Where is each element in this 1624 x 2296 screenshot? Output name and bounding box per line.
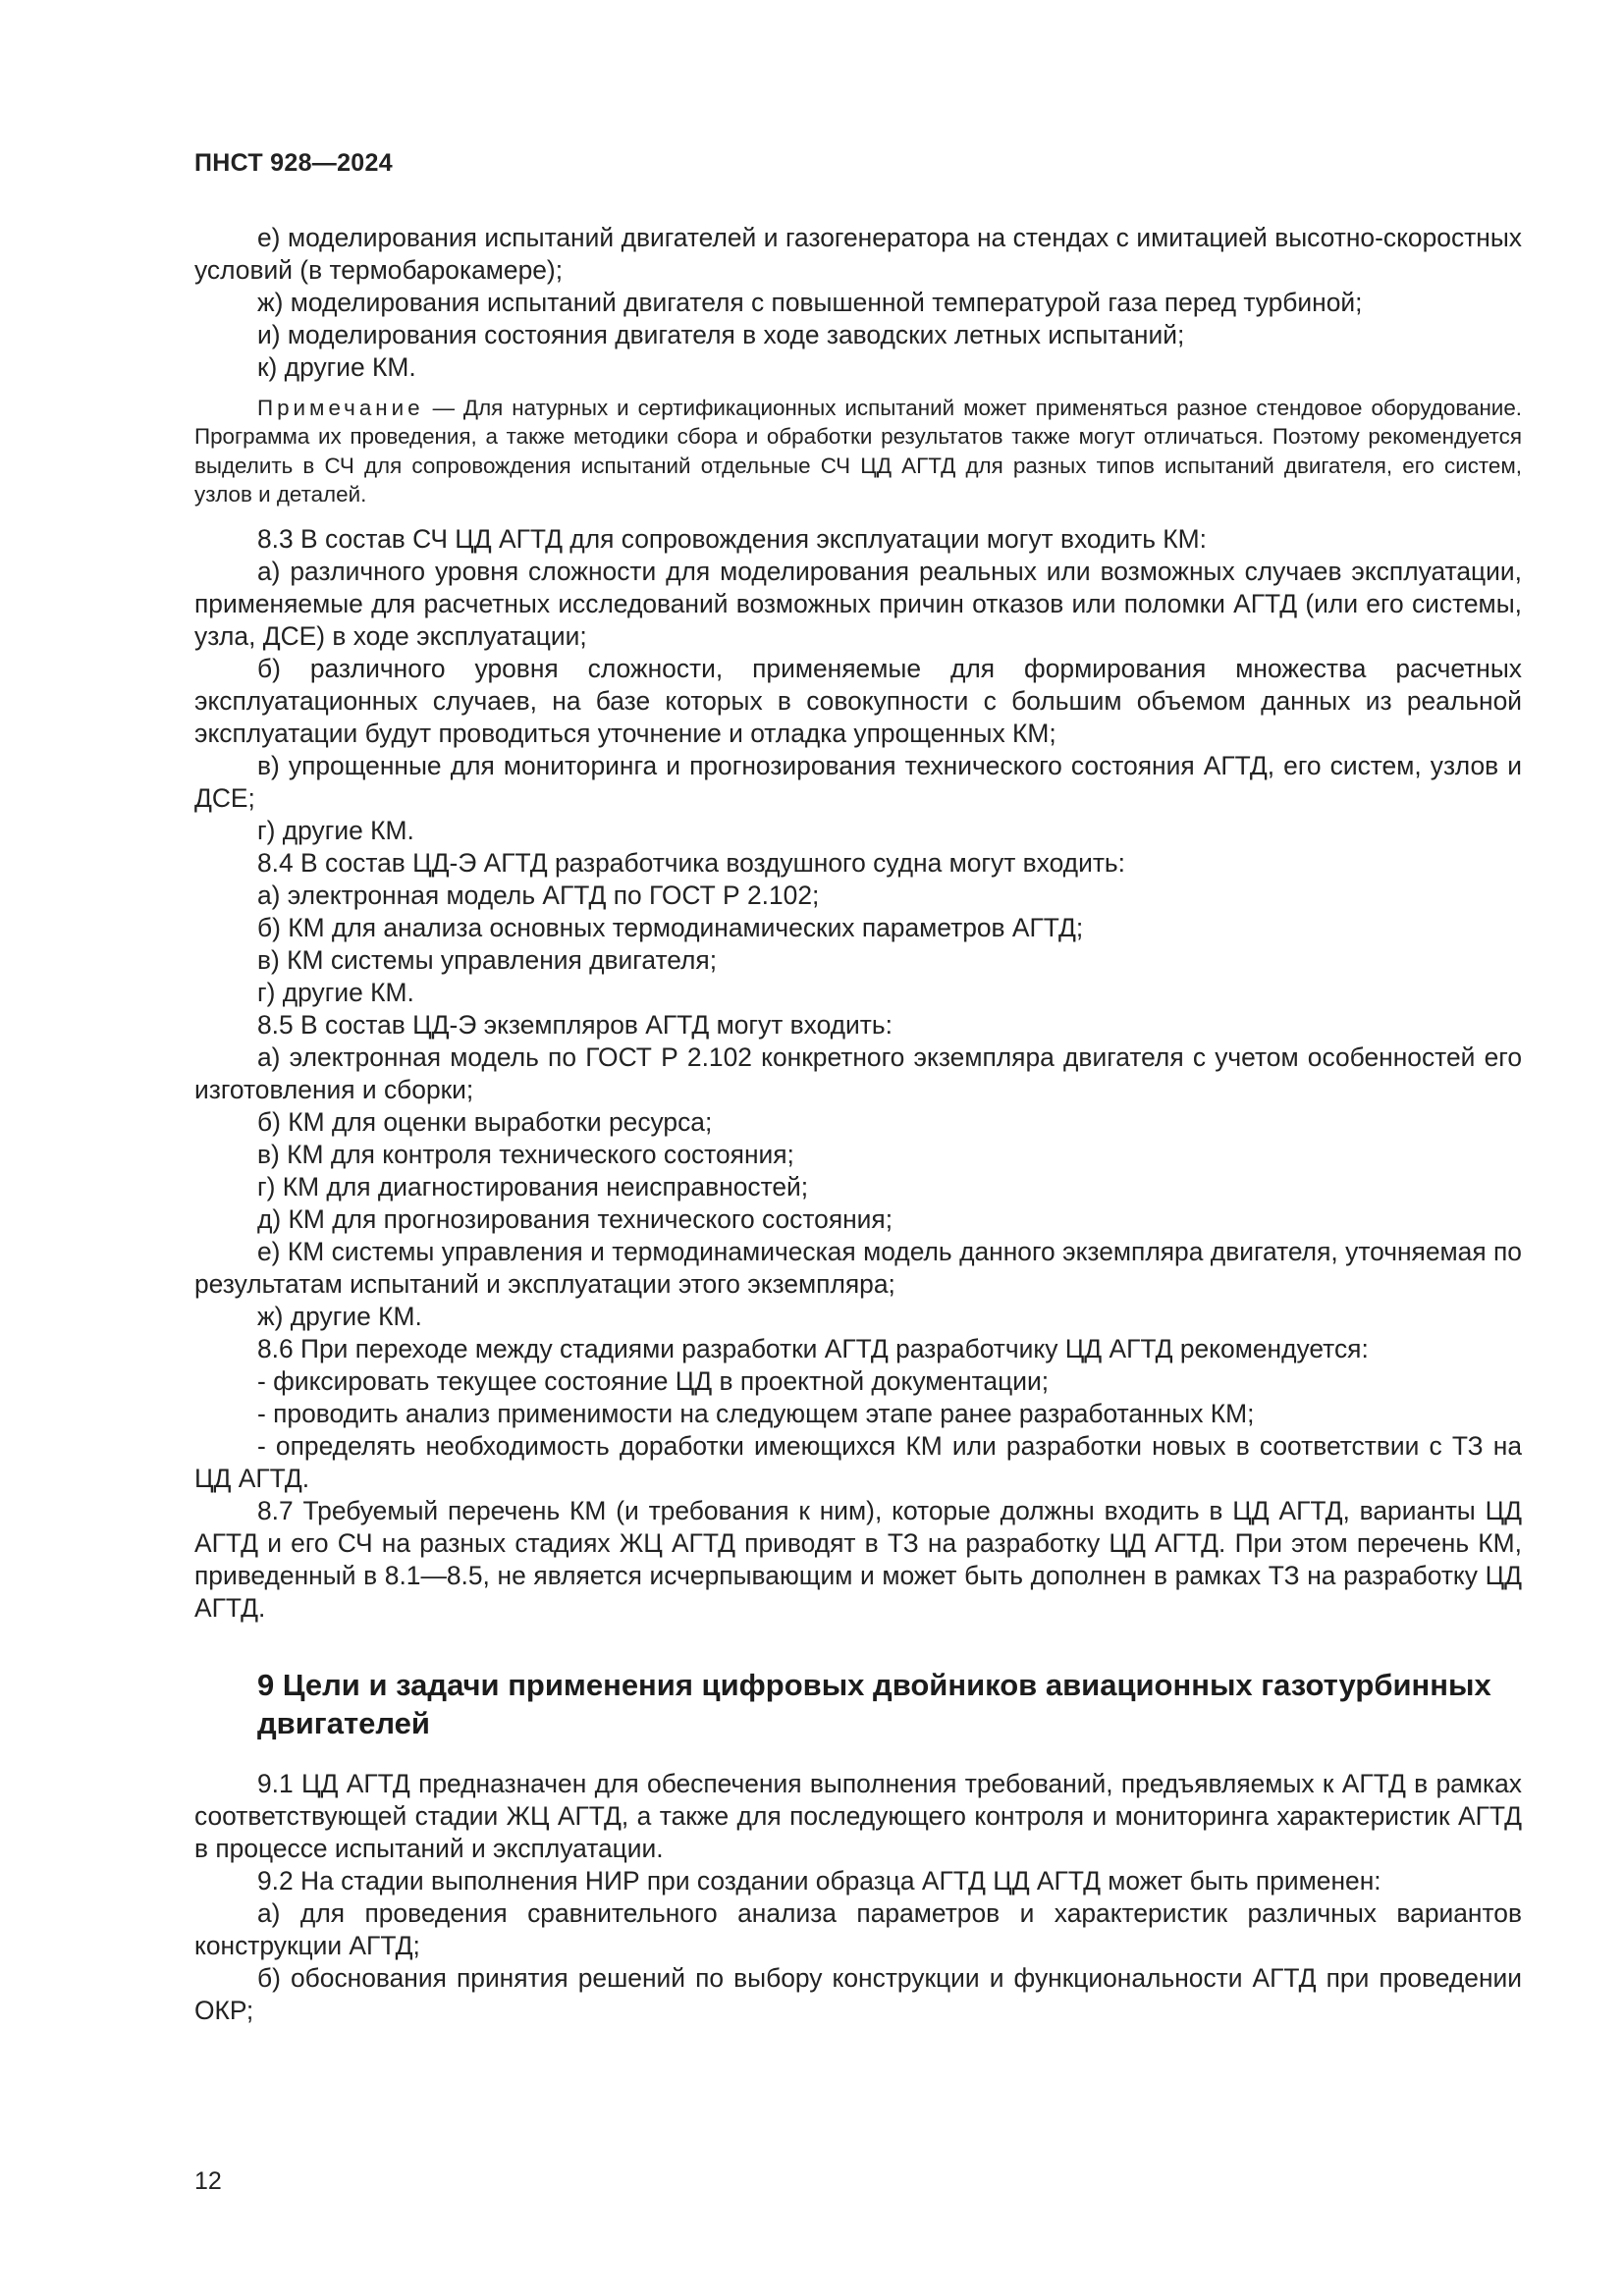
note-label: Примечание: [257, 396, 424, 420]
paragraph: а) электронная модель по ГОСТ Р 2.102 конкретного экземпляра двигателя с учетом особенностей его изготовления и сборки;: [194, 1041, 1522, 1104]
paragraph: е) моделирования испытаний двигателей и газогенератора на стендах с имитацией высотно-скоростных условий (в термобарокамере);: [194, 223, 1522, 285]
paragraph: г) другие КМ.: [257, 977, 414, 1007]
paragraph: д) КМ для прогнозирования технического состояния;: [257, 1203, 893, 1234]
note-text: — Для натурных и сертификационных испытаний может применяться разное стендовое оборудование. Программа их проведения, а также методики сбора и обработки результатов также могут отличаться. Поэтому рекомендуется выделить в СЧ для сопровождения испытаний отдельные СЧ ЦД АГТД для разных типов испытаний двигателя, его систем, узлов и деталей.: [194, 396, 1522, 507]
paragraph: б) обоснования принятия решений по выбору конструкции и функциональности АГТД при проведении ОКР;: [194, 1962, 1522, 2025]
paragraph: б) КМ для анализа основных термодинамических параметров АГТД;: [257, 912, 1084, 942]
paragraph: и) моделирования состояния двигателя в ходе заводских летных испытаний;: [257, 320, 1185, 349]
paragraph: в) КМ системы управления двигателя;: [257, 944, 718, 975]
document-body: [194, 222, 1522, 2027]
section-title: 9 Цели и задачи применения цифровых двойников авиационных газотурбинных двигателей: [257, 1667, 1491, 1740]
paragraph: б) различного уровня сложности, применяемые для формирования множества расчетных эксплуатационных случаев, на базе которых в совокупности с большим объемом данных из реальной эксплуатации будут проводиться уточнение и отладка упрощенных КМ;: [194, 653, 1522, 748]
paragraph: г) КМ для диагностирования неисправностей;: [257, 1171, 809, 1201]
paragraph: г) другие КМ.: [257, 815, 414, 845]
paragraph: 8.7 Требуемый перечень КМ (и требования к ним), которые должны входить в ЦД АГТД, варианты ЦД АГТД и его СЧ на разных стадиях ЖЦ АГТД приводят в ТЗ на разработку ЦД АГТД. При этом перечень КМ, приведенный в 8.1—8.5, не является исчерпывающим и может быть дополнен в рамках ТЗ на разработку ЦД АГТД.: [194, 1495, 1522, 1623]
paragraph: в) упрощенные для мониторинга и прогнозирования технического состояния АГТД, его систем, узлов и ДСЕ;: [194, 750, 1522, 813]
paragraph: 8.3 В состав СЧ ЦД АГТД для сопровождения эксплуатации могут входить КМ:: [257, 523, 1207, 554]
paragraph: б) КМ для оценки выработки ресурса;: [257, 1106, 713, 1137]
list-item: - проводить анализ применимости на следующем этапе ранее разработанных КМ;: [257, 1398, 1255, 1428]
paragraph: 8.6 При переходе между стадиями разработки АГТД разработчику ЦД АГТД рекомендуется:: [257, 1333, 1369, 1363]
paragraph: 8.4 В состав ЦД-Э АГТД разработчика воздушного судна могут входить:: [257, 847, 1125, 878]
paragraph: ж) другие КМ.: [257, 1301, 422, 1331]
document-header: ПНСТ 928—2024: [194, 149, 393, 177]
paragraph: а) электронная модель АГТД по ГОСТ Р 2.102;: [257, 880, 820, 910]
paragraph: в) КМ для контроля технического состояния;: [257, 1139, 794, 1169]
paragraph: е) КМ системы управления и термодинамическая модель данного экземпляра двигателя, уточняемая по результатам испытаний и эксплуатации этого экземпляра;: [194, 1236, 1522, 1299]
note: [194, 394, 1522, 509]
paragraph: 9.2 На стадии выполнения НИР при создании образца АГТД ЦД АГТД может быть применен:: [257, 1865, 1381, 1896]
paragraph: а) для проведения сравнительного анализа параметров и характеристик различных вариантов конструкции АГТД;: [194, 1897, 1522, 1960]
paragraph: ж) моделирования испытаний двигателя с повышенной температурой газа перед турбиной;: [257, 288, 1363, 317]
list-item: - фиксировать текущее состояние ЦД в проектной документации;: [257, 1365, 1050, 1396]
paragraph: 9.1 ЦД АГТД предназначен для обеспечения выполнения требований, предъявляемых к АГТД в рамках соответствующей стадии ЖЦ АГТД, а также для последующего контроля и мониторинга характеристик АГТД в процессе испытаний и эксплуатации.: [194, 1768, 1522, 1863]
paragraph: к) другие КМ.: [257, 352, 416, 382]
page-number: 12: [194, 2167, 222, 2195]
paragraph: 8.5 В состав ЦД-Э экземпляров АГТД могут входить:: [257, 1009, 893, 1040]
paragraph: а) различного уровня сложности для моделирования реальных или возможных случаев эксплуатации, применяемые для расчетных исследований возможных причин отказов или поломки АГТД (или его системы, узла, ДСЕ) в ходе эксплуатации;: [194, 556, 1522, 651]
list-item: - определять необходимость доработки имеющихся КМ или разработки новых в соответствии с ТЗ на ЦД АГТД.: [194, 1430, 1522, 1493]
